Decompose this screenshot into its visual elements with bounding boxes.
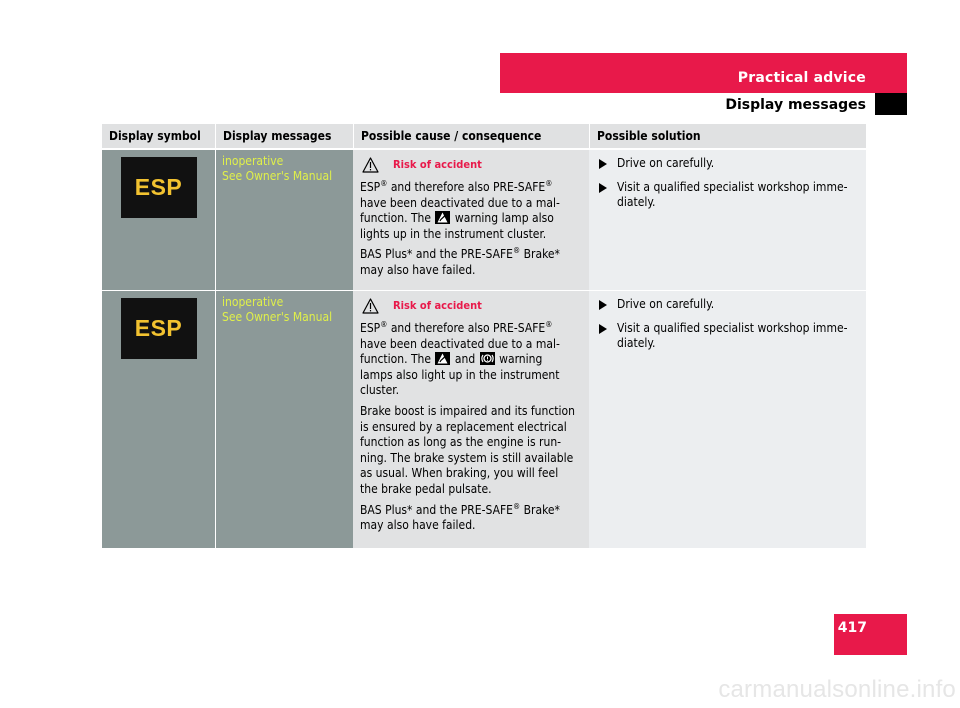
risk-label: Risk of accident [393, 158, 482, 172]
esp-symbol: ESP [121, 298, 197, 359]
solution-cell [589, 150, 866, 290]
esp-warning-lamp-icon [435, 211, 450, 224]
warning-triangle-icon [362, 157, 379, 173]
header-possible-cause: Possible cause / consequence [353, 124, 589, 148]
solution-item: Visit a qualified specialist workshop imme- diately. [596, 321, 860, 352]
risk-warning [360, 297, 583, 315]
table-row [102, 149, 866, 290]
subsection-title: Display messages [725, 97, 866, 113]
message-line: inoperative [222, 154, 284, 168]
page-number-tab [834, 614, 907, 655]
cause-paragraph: ESP® and therefore also PRE-SAFE® have been deactivated due to a mal- function. The warning lamp also lights up in the instrument cluster. [360, 179, 560, 241]
cause-paragraph: ESP® and therefore also PRE-SAFE® have been deactivated due to a mal- function. The and warning lamps also light up in the instrument cluster. [360, 320, 560, 398]
solution-item: Drive on carefully. [596, 297, 860, 315]
arrow-bullet-icon [599, 324, 607, 334]
cause-cell [353, 291, 589, 548]
section-title: Practical advice [737, 70, 866, 86]
display-messages-table [102, 124, 866, 548]
display-message-cell [215, 291, 353, 548]
solution-item: Visit a qualified specialist workshop imme- diately. [596, 180, 860, 211]
risk-warning [360, 156, 583, 174]
display-symbol-cell [102, 150, 215, 290]
solution-item: Drive on carefully. [596, 156, 860, 174]
header-display-messages: Display messages [215, 124, 353, 148]
risk-label: Risk of accident [393, 299, 482, 313]
message-line: inoperative [222, 295, 284, 309]
message-line: See Owner's Manual [222, 310, 333, 324]
brake-warning-lamp-icon [480, 352, 495, 365]
arrow-bullet-icon [599, 183, 607, 193]
arrow-bullet-icon [599, 159, 607, 169]
message-line: See Owner's Manual [222, 169, 333, 183]
arrow-bullet-icon [599, 300, 607, 310]
cause-paragraph: BAS Plus* and the PRE-SAFE® Brake* may also have failed. [360, 246, 560, 277]
table-row [102, 290, 866, 548]
watermark: carmanualsonline.info [718, 676, 956, 703]
esp-symbol: ESP [121, 157, 197, 218]
display-symbol-cell [102, 291, 215, 548]
cause-paragraph: BAS Plus* and the PRE-SAFE® Brake* may also have failed. [360, 501, 560, 533]
display-message-cell [215, 150, 353, 290]
esp-warning-lamp-icon [435, 352, 450, 365]
solution-cell [589, 291, 866, 548]
warning-triangle-icon [362, 298, 379, 314]
cause-paragraph: Brake boost is impaired and its function is ensured by a replacement electrical function as long as the engine is run- ning. The brake system is still available as usual. When braking, you will feel the brake pedal pulsate. [360, 403, 575, 496]
page-number: 417 [837, 620, 867, 636]
header-display-symbol: Display symbol [109, 129, 201, 143]
cause-cell [353, 150, 589, 290]
header-possible-solution: Possible solution [589, 124, 866, 148]
header-marker [875, 93, 907, 115]
table-header [102, 124, 866, 149]
